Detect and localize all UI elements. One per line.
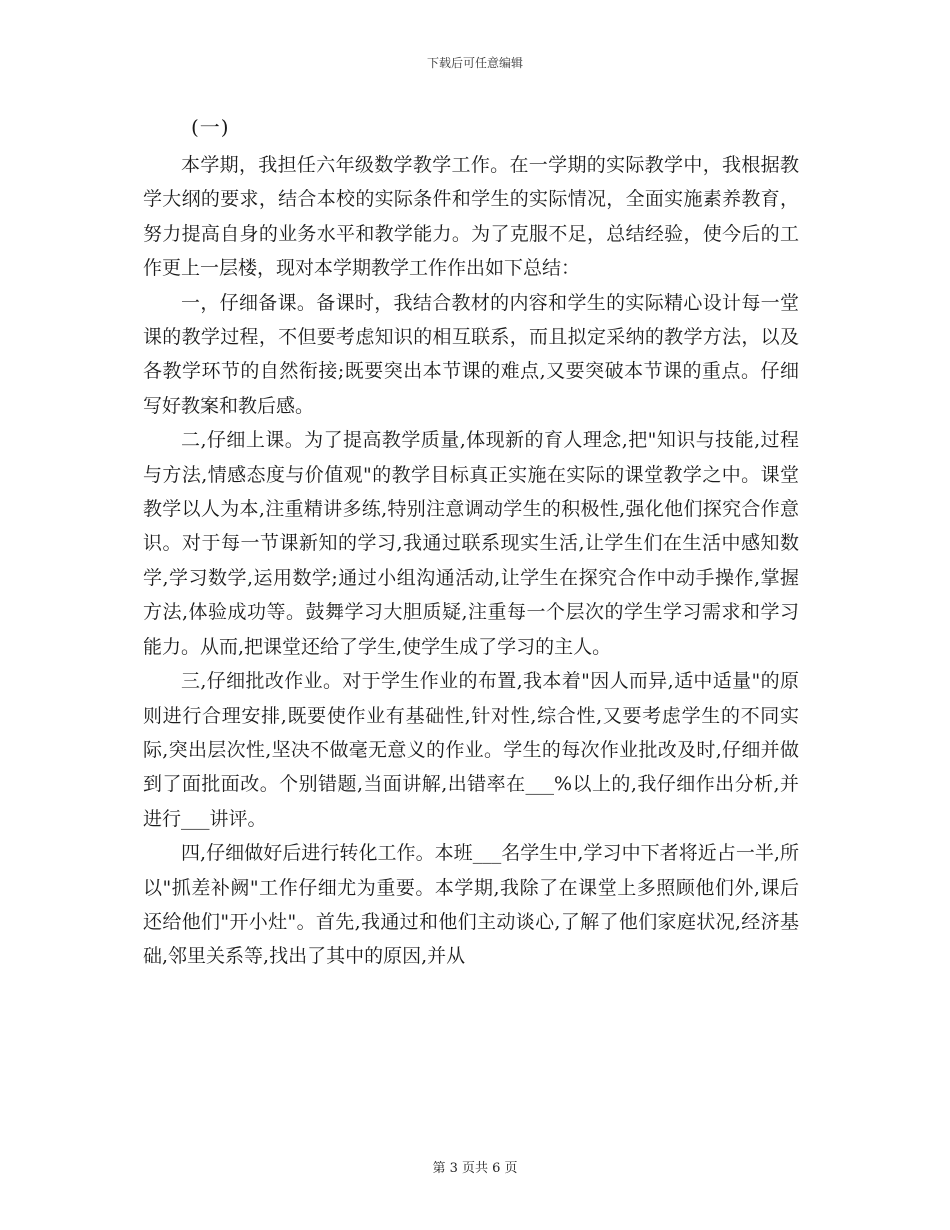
paragraph-lesson-prep: 一，仔细备课。备课时，我结合教材的内容和学生的实际精心设计每一堂课的教学过程，不但要考虑知识的相互联系，而且拟定采纳的教学方法，以及各教学环节的自然衔接;既要突出本节课的难点,又要突破本节课的重点。仔细写好教案和教后感。 (143, 291, 799, 417)
section-title: (一) (191, 115, 230, 139)
document-body (143, 110, 799, 974)
paragraph-teaching: 二,仔细上课。为了提高教学质量,体现新的育人理念,把"知识与技能,过程与方法,情感态度与价值观"的教学目标真正实施在实际的课堂教学之中。课堂教学以人为本,注重精讲多练,特别注意调动学生的积极性,强化他们探究合作意识。对于每一节课新知的学习,我通过联系现实生活,让学生们在生活中感知数学,学习数学,运用数学;通过小组沟通活动,让学生在探究合作中动手操作,掌握方法,体验成功等。鼓舞学习大胆质疑,注重每一个层次的学生学习需求和学习能力。从而,把课堂还给了学生,使学生成了学习的主人。 (143, 429, 799, 658)
paragraph-intro: 本学期，我担任六年级数学教学工作。在一学期的实际教学中，我根据教学大纲的要求，结合本校的实际条件和学生的实际情况，全面实施素养教育，努力提高自身的业务水平和教学能力。为了克服不足，总结经验，使今后的工作更上一层楼，现对本学期教学工作作出如下总结： (143, 154, 799, 280)
page-header: 下载后可任意编辑 (426, 56, 523, 70)
paragraph-struggling-students: 四,仔细做好后进行转化工作。本班___名学生中,学习中下者将近占一半,所以"抓差补阙"工作仔细尤为重要。本学期,我除了在课堂上多照顾他们外,课后还给他们"开小灶"。首先,我通过和他们主动谈心,了解了他们家庭状况,经济基础,邻里关系等,找出了其中的原因,并从 (143, 842, 799, 968)
paragraph-homework: 三,仔细批改作业。对于学生作业的布置,我本着"因人而异,适中适量"的原则进行合理安排,既要使作业有基础性,针对性,综合性,又要考虑学生的不同实际,突出层次性,坚决不做毫无意义的作业。学生的每次作业批改及时,仔细并做到了面批面改。个别错题,当面讲解,出错率在___%以上的,我仔细作出分析,并进行___讲评。 (143, 670, 799, 830)
page-footer: 第 3 页共 6 页 (432, 1161, 518, 1176)
